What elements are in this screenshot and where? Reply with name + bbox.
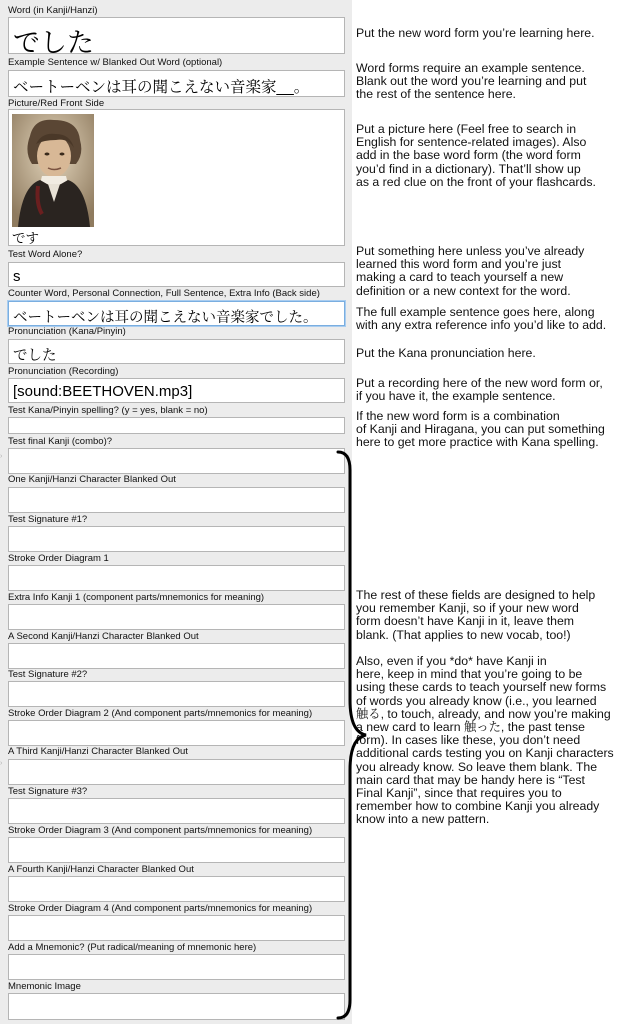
field-label-back-side: Counter Word, Personal Connection, Full Sentence, Extra Info (Back side)	[8, 288, 320, 299]
field-label-picture: Picture/Red Front Side	[8, 98, 105, 109]
pronunciation-kana-field[interactable]	[8, 339, 345, 364]
test-kana-spelling-field[interactable]	[8, 417, 345, 434]
curly-brace-icon	[334, 450, 374, 1020]
add-mnemonic-field[interactable]	[8, 954, 345, 980]
kanji1-blanked-field[interactable]	[8, 487, 345, 513]
word-field[interactable]	[8, 17, 345, 54]
note-pronunciation-kana: Put the Kana pronunciation here.	[356, 346, 536, 360]
note-word: Put the new word form you’re learning here.	[356, 26, 595, 40]
test-signature-1-field[interactable]	[8, 526, 345, 552]
gutter-caret-icon: ›	[0, 453, 3, 460]
pronunciation-recording-field[interactable]	[8, 378, 345, 403]
stroke-order-4-field[interactable]	[8, 915, 345, 941]
field-label-mnemonic-image: Mnemonic Image	[8, 981, 81, 992]
field-label-word: Word (in Kanji/Hanzi)	[8, 5, 98, 16]
field-label-test-signature-2: Test Signature #2?	[8, 669, 88, 680]
test-word-alone-value: s	[13, 268, 21, 285]
stroke-order-2-field[interactable]	[8, 720, 345, 746]
field-label-test-final-kanji: Test final Kanji (combo)?	[8, 436, 113, 447]
picture-field[interactable]	[8, 109, 345, 246]
test-signature-2-field[interactable]	[8, 681, 345, 707]
field-label-stroke-order-2: Stroke Order Diagram 2 (And component parts/mnemonics for meaning)	[8, 708, 313, 719]
stroke-order-3-field[interactable]	[8, 837, 345, 863]
field-label-kanji4-blanked: A Fourth Kanji/Hanzi Character Blanked Out	[8, 864, 194, 875]
field-label-test-signature-1: Test Signature #1?	[8, 514, 88, 525]
back-side-value: ベートーベンは耳の聞こえない音楽家でした。	[13, 310, 318, 326]
pronunciation-kana-value: でした	[13, 348, 57, 364]
field-label-kanji3-blanked: A Third Kanji/Hanzi Character Blanked Out	[8, 746, 188, 757]
field-label-test-word-alone: Test Word Alone?	[8, 249, 83, 260]
field-label-add-mnemonic: Add a Mnemonic? (Put radical/meaning of mnemonic here)	[8, 942, 257, 953]
beethoven-portrait	[12, 114, 94, 227]
test-word-alone-field[interactable]	[8, 262, 345, 287]
note-back-side: The full example sentence goes here, along with any extra reference info you’d like to add.	[356, 305, 607, 333]
mnemonic-image-field[interactable]	[8, 993, 345, 1020]
note-example-sentence: Word forms require an example sentence. Blank out the word you’re learning and put the rest of the sentence here.	[356, 61, 587, 102]
word-value: でした	[13, 28, 94, 54]
field-label-kanji1-blanked: One Kanji/Hanzi Character Blanked Out	[8, 474, 176, 485]
kanji3-blanked-field[interactable]	[8, 759, 345, 785]
example-sentence-value: ベートーベンは耳の聞こえない音楽家__。	[13, 79, 310, 96]
field-label-kanji2-blanked: A Second Kanji/Hanzi Character Blanked Out	[8, 631, 199, 642]
field-label-extra-info-kanji-1: Extra Info Kanji 1 (component parts/mnemonics for meaning)	[8, 592, 265, 603]
field-label-example-sentence: Example Sentence w/ Blanked Out Word (optional)	[8, 57, 223, 68]
kanji2-blanked-field[interactable]	[8, 643, 345, 669]
test-final-kanji-field[interactable]	[8, 448, 345, 474]
back-side-field[interactable]	[8, 301, 345, 326]
field-label-stroke-order-1: Stroke Order Diagram 1	[8, 553, 109, 564]
note-test-word-alone: Put something here unless you’ve already learned this word form and you’re just making a card to teach yourself a new definition or a new context for the word.	[356, 244, 585, 298]
gutter-caret-icon: ›	[0, 760, 3, 767]
field-label-pronunciation-kana: Pronunciation (Kana/Pinyin)	[8, 326, 126, 337]
kanji4-blanked-field[interactable]	[8, 876, 345, 902]
pronunciation-recording-value: [sound:BEETHOVEN.mp3]	[13, 383, 193, 400]
field-label-test-signature-3: Test Signature #3?	[8, 786, 88, 797]
note-picture: Put a picture here (Feel free to search in English for sentence-related images). Also add in the base word form (the word form you’d find in a dictionary). That’ll show up as a red clue on the front of your flashcards.	[356, 122, 596, 189]
note-pronunciation-recording: Put a recording here of the new word form or, if you have it, the example sentence.	[356, 376, 603, 404]
test-signature-3-field[interactable]	[8, 798, 345, 824]
field-label-pronunciation-recording: Pronunciation (Recording)	[8, 366, 119, 377]
note-kana-spelling: If the new word form is a combination of Kanji and Hiragana, you can put something here to get more practice with Kana spelling.	[356, 409, 605, 450]
example-sentence-field[interactable]	[8, 70, 345, 97]
note-kanji-fields: The rest of these fields are designed to help you remember Kanji, so if your new word form doesn’t have Kanji in it, leave them blank. (That applies to new vocab, too!) Also, even if you *do* have Kanji in here, keep in mind that you’re going to be using these cards to teach yourself new forms of words you already know (i.e., you learned 触る, to touch, already, and now you’re making a new card to learn 触った, the past tense form). In cases like these, you don’t need additional cards testing you on Kanji characters you already know. So leave them blank. The main card that may be handy here is “Test Final Kanji”, since that requires you to remember how to combine Kanji you already know into a new pattern.	[356, 588, 614, 827]
picture-base-form: です	[12, 231, 39, 246]
extra-info-kanji-1-field[interactable]	[8, 604, 345, 630]
field-label-stroke-order-3: Stroke Order Diagram 3 (And component parts/mnemonics for meaning)	[8, 825, 313, 836]
field-label-test-kana-spelling: Test Kana/Pinyin spelling? (y = yes, blank = no)	[8, 405, 208, 416]
stroke-order-1-field[interactable]	[8, 565, 345, 591]
field-label-stroke-order-4: Stroke Order Diagram 4 (And component parts/mnemonics for meaning)	[8, 903, 313, 914]
